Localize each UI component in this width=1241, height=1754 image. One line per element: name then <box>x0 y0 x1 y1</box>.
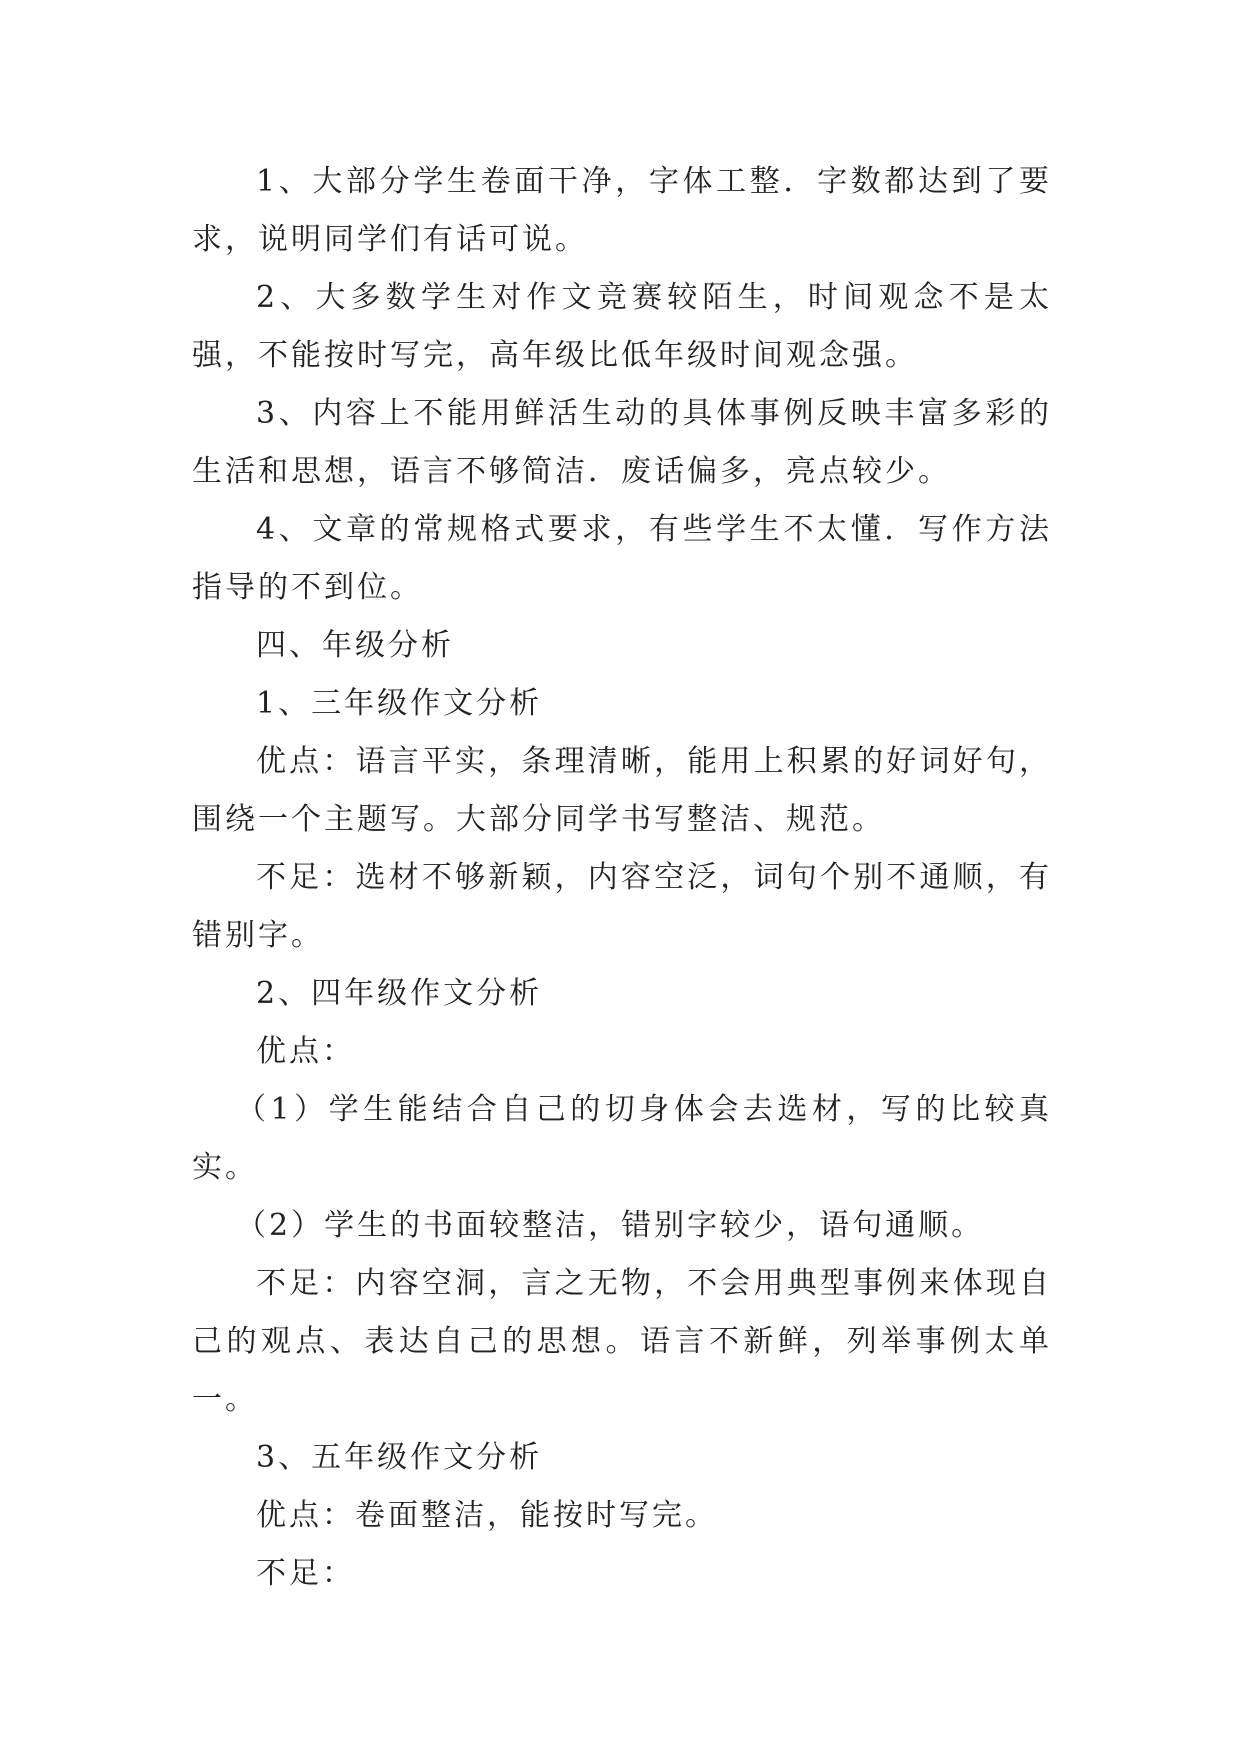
grade-4-strengths-label: 优点： <box>256 1034 355 1069</box>
paragraph-point-3: 3、内容上不能用鲜活生动的具体事例反映丰富多彩的生活和思想，语言不够简洁．废话偏多，亮点较少。 <box>192 396 1052 489</box>
subheading-grade-3: 1、三年级作文分析 <box>256 686 543 721</box>
grade-3-strengths: 优点：语言平实，条理清晰，能用上积累的好词好句，围绕一个主题写。大部分同学书写整洁、规范。 <box>192 744 1052 837</box>
paragraph-point-4: 4、文章的常规格式要求，有些学生不太懂．写作方法指导的不到位。 <box>192 512 1052 605</box>
subheading-grade-4: 2、四年级作文分析 <box>256 976 543 1011</box>
grade-5-weaknesses-label: 不足： <box>256 1556 355 1591</box>
section-heading-grade-analysis: 四、年级分析 <box>256 628 454 663</box>
grade-4-weaknesses: 不足：内容空洞，言之无物，不会用典型事例来体现自己的观点、表达自己的思想。语言不新鲜，列举事例太单一。 <box>192 1266 1052 1417</box>
grade-5-strengths: 优点：卷面整洁，能按时写完。 <box>256 1498 718 1533</box>
grade-4-strength-2: （2）学生的书面较整洁，错别字较少，语句通顺。 <box>236 1208 985 1243</box>
paragraph-point-1: 1、大部分学生卷面干净，字体工整．字数都达到了要求，说明同学们有话可说。 <box>192 164 1052 257</box>
grade-3-weaknesses: 不足：选材不够新颖，内容空泛，词句个别不通顺，有错别字。 <box>192 860 1052 953</box>
subheading-grade-5: 3、五年级作文分析 <box>256 1440 543 1475</box>
paragraph-point-2: 2、大多数学生对作文竞赛较陌生，时间观念不是太强，不能按时写完，高年级比低年级时间观念强。 <box>192 280 1052 373</box>
document-body <box>192 153 1052 1603</box>
grade-4-strength-1: （1）学生能结合自己的切身体会去选材，写的比较真实。 <box>192 1092 1052 1185</box>
